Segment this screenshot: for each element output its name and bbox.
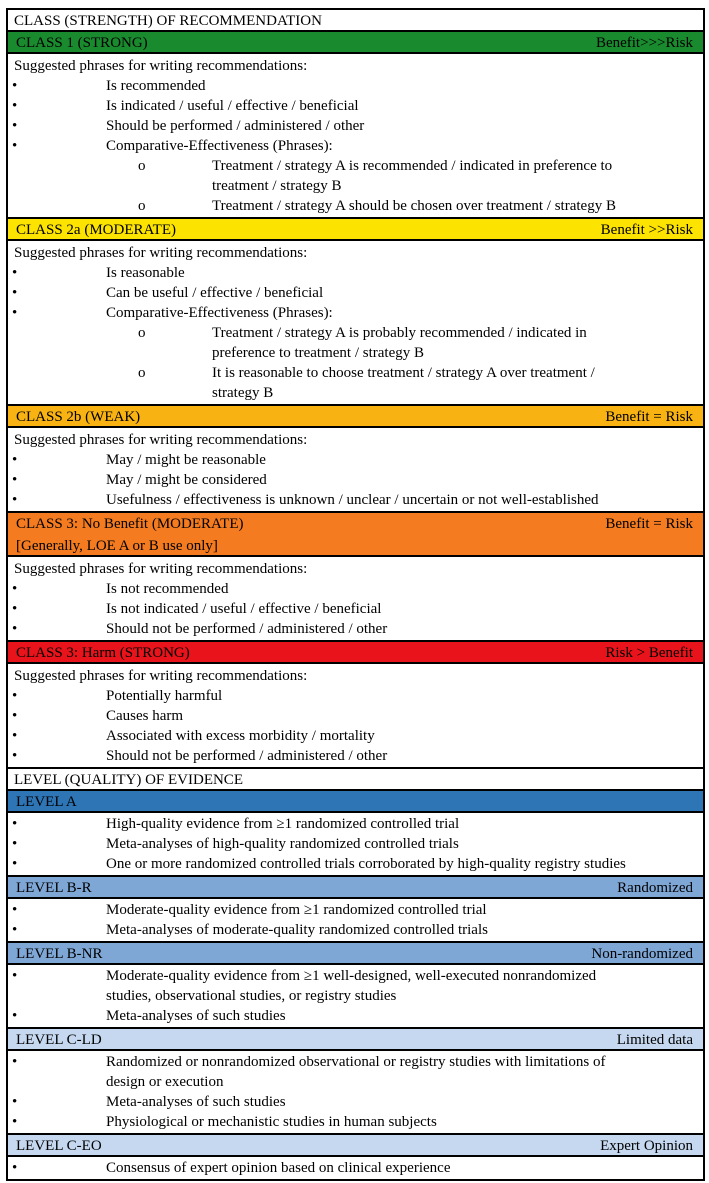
bullet-item <box>8 746 703 766</box>
bullet-text: Comparative-Effectiveness (Phrases): <box>106 305 333 321</box>
sub-bullet-text: It is reasonable to choose treatment / strategy A over treatment / <box>212 365 595 381</box>
bullet-text: Meta-analyses of moderate-quality randomized controlled trials <box>106 922 488 938</box>
level-section-title-text: LEVEL (QUALITY) OF EVIDENCE <box>14 772 243 788</box>
bullet-item <box>8 900 703 920</box>
level-header <box>8 1135 703 1157</box>
bullet-icon: • <box>12 922 18 938</box>
suggested-phrases-label: Suggested phrases for writing recommendations: <box>14 245 308 261</box>
sub-bullet-item <box>8 156 703 196</box>
level-body <box>8 965 703 1029</box>
class-benefit-risk: Limited data <box>616 1032 693 1048</box>
bullet-item <box>8 619 703 639</box>
bullet-item <box>8 686 703 706</box>
sub-bullet-line <box>8 156 703 176</box>
class-body <box>8 664 703 769</box>
class-label: LEVEL B-R <box>16 880 92 896</box>
sub-bullet-text: Treatment / strategy A is probably recommended / indicated in <box>212 325 587 341</box>
bullet-text: studies, observational studies, or registry studies <box>106 988 397 1004</box>
level-body <box>8 1157 703 1181</box>
class-benefit-risk: Non-randomized <box>591 946 693 962</box>
suggested-phrases-label: Suggested phrases for writing recommendations: <box>14 432 308 448</box>
bullet-text: Randomized or nonrandomized observational or registry studies with limitations of <box>106 1054 606 1070</box>
bullet-icon: • <box>12 748 18 764</box>
bullet-icon: • <box>12 138 18 154</box>
bullet-item <box>8 726 703 746</box>
bullet-item <box>8 76 703 96</box>
bullet-line <box>8 1072 703 1092</box>
bullet-icon: • <box>12 581 18 597</box>
sub-bullet-icon: o <box>138 325 146 341</box>
bullet-text: Causes harm <box>106 708 184 724</box>
level-header <box>8 943 703 965</box>
sub-bullet-icon: o <box>138 365 146 381</box>
bullet-item <box>8 450 703 470</box>
bullet-text: Meta-analyses of high-quality randomized controlled trials <box>106 836 459 852</box>
level-header <box>8 1029 703 1051</box>
bullet-text: Is indicated / useful / effective / beneficial <box>106 98 359 114</box>
bullet-item <box>8 490 703 510</box>
bullet-icon: • <box>12 621 18 637</box>
class-label-note: [Generally, LOE A or B use only] <box>16 538 218 554</box>
bullet-text: Usefulness / effectiveness is unknown / unclear / uncertain or not well-established <box>106 492 599 508</box>
suggested-phrases-label: Suggested phrases for writing recommendations: <box>14 561 308 577</box>
bullet-line <box>8 814 703 834</box>
level-body <box>8 1051 703 1135</box>
class-body <box>8 54 703 219</box>
bullet-icon: • <box>12 472 18 488</box>
bullet-text: Moderate-quality evidence from ≥1 well-designed, well-executed nonrandomized <box>106 968 597 984</box>
sub-bullet-line <box>8 176 703 196</box>
bullet-icon: • <box>12 118 18 134</box>
level-header <box>8 791 703 813</box>
bullet-text: Can be useful / effective / beneficial <box>106 285 324 301</box>
bullet-text: Is not recommended <box>106 581 229 597</box>
bullet-item <box>8 1112 703 1132</box>
bullet-line <box>8 920 703 940</box>
class-header <box>8 32 703 54</box>
bullet-item <box>8 920 703 940</box>
bullet-text: Meta-analyses of such studies <box>106 1008 286 1024</box>
bullet-item <box>8 1092 703 1112</box>
bullet-line <box>8 854 703 874</box>
bullet-line <box>8 900 703 920</box>
bullet-icon: • <box>12 285 18 301</box>
bullet-icon: • <box>12 836 18 852</box>
level-body <box>8 813 703 877</box>
class-header <box>8 513 703 557</box>
bullet-item <box>8 1006 703 1026</box>
bullet-item <box>8 303 703 323</box>
class-benefit-risk: Benefit>>>Risk <box>595 35 693 51</box>
bullet-icon: • <box>12 98 18 114</box>
bullet-icon: • <box>12 708 18 724</box>
bullet-item <box>8 706 703 726</box>
bullet-item <box>8 96 703 116</box>
class-body <box>8 428 703 513</box>
bullet-icon: • <box>12 968 18 984</box>
bullet-item <box>8 116 703 136</box>
bullet-text: One or more randomized controlled trials corroborated by high-quality registry studies <box>106 856 626 872</box>
bullet-line <box>8 1006 703 1026</box>
bullet-line <box>8 834 703 854</box>
recommendation-table <box>6 8 705 1181</box>
class-label: CLASS 3: Harm (STRONG) <box>16 645 190 661</box>
bullet-text: May / might be reasonable <box>106 452 266 468</box>
bullet-line <box>8 986 703 1006</box>
bullet-text: Comparative-Effectiveness (Phrases): <box>106 138 333 154</box>
bullet-icon: • <box>12 492 18 508</box>
class-label: LEVEL C-LD <box>16 1032 102 1048</box>
class-label: CLASS 2a (MODERATE) <box>16 222 176 238</box>
class-benefit-risk: Randomized <box>617 880 693 896</box>
bullet-icon: • <box>12 728 18 744</box>
bullet-line <box>8 1158 703 1178</box>
suggested-phrases-label: Suggested phrases for writing recommendations: <box>14 58 308 74</box>
class-label: LEVEL C-EO <box>16 1138 102 1154</box>
bullet-text: Physiological or mechanistic studies in human subjects <box>106 1114 437 1130</box>
class-label: LEVEL A <box>16 794 77 810</box>
bullet-item <box>8 470 703 490</box>
class-header <box>8 406 703 428</box>
sub-bullet-item <box>8 363 703 403</box>
bullet-icon: • <box>12 1008 18 1024</box>
sub-bullet-text: Treatment / strategy A is recommended / indicated in preference to <box>212 158 613 174</box>
sub-bullet-line <box>8 383 703 403</box>
bullet-icon: • <box>12 1094 18 1110</box>
sub-bullet-icon: o <box>138 158 146 174</box>
class-benefit-risk: Expert Opinion <box>600 1138 693 1154</box>
level-header <box>8 877 703 899</box>
bullet-text: May / might be considered <box>106 472 267 488</box>
level-body <box>8 899 703 943</box>
bullet-text: Consensus of expert opinion based on clinical experience <box>106 1160 451 1176</box>
class-label: LEVEL B-NR <box>16 946 103 962</box>
class-label: CLASS 2b (WEAK) <box>16 409 141 425</box>
bullet-icon: • <box>12 305 18 321</box>
bullet-text: Associated with excess morbidity / mortality <box>106 728 375 744</box>
sub-bullet-line <box>8 363 703 383</box>
bullet-text: Should be performed / administered / other <box>106 118 365 134</box>
bullet-icon: • <box>12 1054 18 1070</box>
bullet-icon: • <box>12 1160 18 1176</box>
bullet-line <box>8 966 703 986</box>
class-benefit-risk: Benefit = Risk <box>605 409 693 425</box>
bullet-text: Is not indicated / useful / effective / beneficial <box>106 601 382 617</box>
bullet-text: Should not be performed / administered / other <box>106 748 388 764</box>
class-benefit-risk: Benefit >>Risk <box>600 222 693 238</box>
sub-bullet-item <box>8 323 703 363</box>
bullet-line <box>8 1092 703 1112</box>
sub-bullet-icon: o <box>138 198 146 214</box>
sub-bullet-text: strategy B <box>212 385 274 401</box>
sub-bullet-text: preference to treatment / strategy B <box>212 345 424 361</box>
bullet-item <box>8 263 703 283</box>
sub-bullet-text: Treatment / strategy A should be chosen over treatment / strategy B <box>212 198 616 214</box>
bullet-text: Moderate-quality evidence from ≥1 randomized controlled trial <box>106 902 487 918</box>
bullet-text: Is reasonable <box>106 265 185 281</box>
bullet-icon: • <box>12 856 18 872</box>
bullet-icon: • <box>12 265 18 281</box>
class-benefit-risk: Risk > Benefit <box>605 645 693 661</box>
bullet-line <box>8 1112 703 1132</box>
bullet-item <box>8 1158 703 1178</box>
class-section-title-text: CLASS (STRENGTH) OF RECOMMENDATION <box>14 13 322 29</box>
bullet-icon: • <box>12 1114 18 1130</box>
class-header <box>8 219 703 241</box>
sub-bullet-line <box>8 343 703 363</box>
sub-bullet-text: treatment / strategy B <box>212 178 342 194</box>
bullet-item <box>8 1052 703 1092</box>
bullet-icon: • <box>12 78 18 94</box>
bullet-text: Is recommended <box>106 78 206 94</box>
bullet-icon: • <box>12 902 18 918</box>
level-section-title <box>8 769 703 791</box>
bullet-icon: • <box>12 816 18 832</box>
sub-bullet-item <box>8 196 703 216</box>
bullet-text: Potentially harmful <box>106 688 223 704</box>
bullet-line <box>8 1052 703 1072</box>
bullet-item <box>8 854 703 874</box>
bullet-icon: • <box>12 601 18 617</box>
class-header <box>8 642 703 664</box>
bullet-item <box>8 834 703 854</box>
bullet-item <box>8 814 703 834</box>
bullet-item <box>8 579 703 599</box>
suggested-phrases-label: Suggested phrases for writing recommendations: <box>14 668 308 684</box>
class-body <box>8 241 703 406</box>
bullet-item <box>8 136 703 156</box>
bullet-text: High-quality evidence from ≥1 randomized controlled trial <box>106 816 460 832</box>
bullet-text: Should not be performed / administered / other <box>106 621 388 637</box>
bullet-icon: • <box>12 452 18 468</box>
sub-bullet-line <box>8 196 703 216</box>
class-label: CLASS 3: No Benefit (MODERATE) <box>16 516 244 532</box>
bullet-item <box>8 966 703 1006</box>
class-label: CLASS 1 (STRONG) <box>16 35 148 51</box>
class-section-title <box>8 10 703 32</box>
class-benefit-risk: Benefit = Risk <box>605 516 693 532</box>
bullet-icon: • <box>12 688 18 704</box>
bullet-text: design or execution <box>106 1074 224 1090</box>
bullet-text: Meta-analyses of such studies <box>106 1094 286 1110</box>
bullet-item <box>8 599 703 619</box>
class-body <box>8 557 703 642</box>
sub-bullet-line <box>8 323 703 343</box>
bullet-item <box>8 283 703 303</box>
